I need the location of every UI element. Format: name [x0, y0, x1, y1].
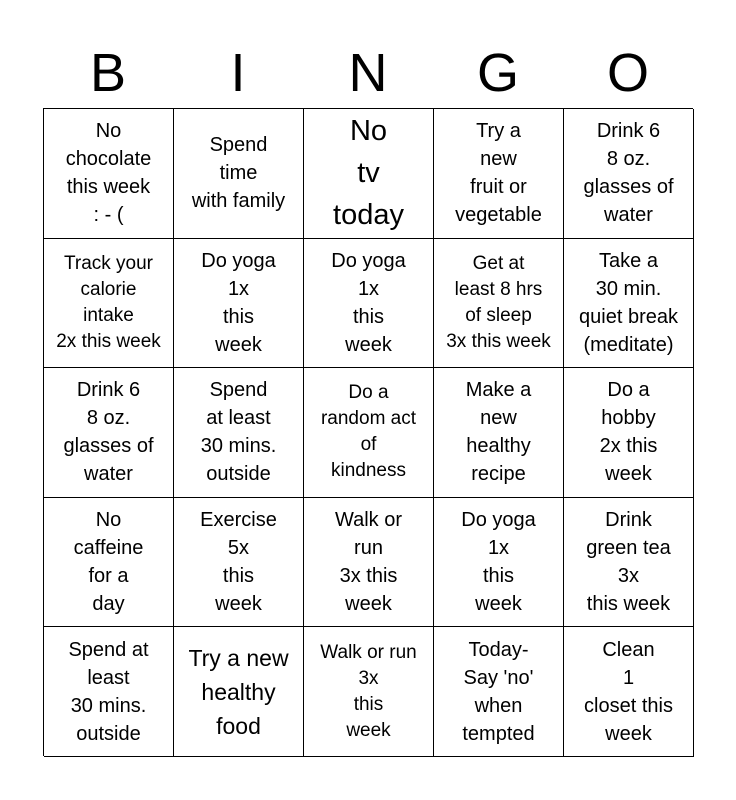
bingo-cell-r3-c5: Do a hobby 2x this week: [564, 368, 694, 498]
bingo-cell-r1-c4: Try a new fruit or vegetable: [434, 109, 564, 239]
bingo-cell-r5-c1: Spend at least 30 mins. outside: [44, 627, 174, 757]
bingo-cell-r3-c1: Drink 6 8 oz. glasses of water: [44, 368, 174, 498]
bingo-cell-r5-c5: Clean 1 closet this week: [564, 627, 694, 757]
bingo-cell-r5-c4: Today- Say 'no' when tempted: [434, 627, 564, 757]
bingo-cell-r5-c2: Try a new healthy food: [174, 627, 304, 757]
bingo-cell-r2-c2: Do yoga 1x this week: [174, 239, 304, 369]
bingo-cell-r3-c2: Spend at least 30 mins. outside: [174, 368, 304, 498]
bingo-cell-r3-c3: Do a random act of kindness: [304, 368, 434, 498]
bingo-cell-r1-c5: Drink 6 8 oz. glasses of water: [564, 109, 694, 239]
bingo-board: [43, 108, 693, 756]
header-letter-g: G: [476, 43, 519, 103]
header-letter-o: O: [606, 43, 649, 103]
header-letter-b: B: [89, 43, 127, 103]
bingo-cell-r1-c2: Spend time with family: [174, 109, 304, 239]
bingo-cell-r4-c1: No caffeine for a day: [44, 498, 174, 628]
bingo-cell-r2-c5: Take a 30 min. quiet break (meditate): [564, 239, 694, 369]
bingo-cell-r4-c4: Do yoga 1x this week: [434, 498, 564, 628]
bingo-cell-r4-c2: Exercise 5x this week: [174, 498, 304, 628]
header-letter-n: N: [348, 43, 388, 103]
bingo-cell-r1-c1: No chocolate this week : - (: [44, 109, 174, 239]
header-letter-i: I: [230, 43, 246, 103]
bingo-cell-r1-c3: No tv today: [304, 109, 434, 239]
bingo-cell-r3-c4: Make a new healthy recipe: [434, 368, 564, 498]
bingo-cell-r2-c3: Do yoga 1x this week: [304, 239, 434, 369]
bingo-cell-r2-c4: Get at least 8 hrs of sleep 3x this week: [434, 239, 564, 369]
bingo-cell-r5-c3: Walk or run 3x this week: [304, 627, 434, 757]
bingo-cell-r4-c3: Walk or run 3x this week: [304, 498, 434, 628]
bingo-cell-r2-c1: Track your calorie intake 2x this week: [44, 239, 174, 369]
bingo-header: [43, 38, 693, 108]
bingo-cell-r4-c5: Drink green tea 3x this week: [564, 498, 694, 628]
